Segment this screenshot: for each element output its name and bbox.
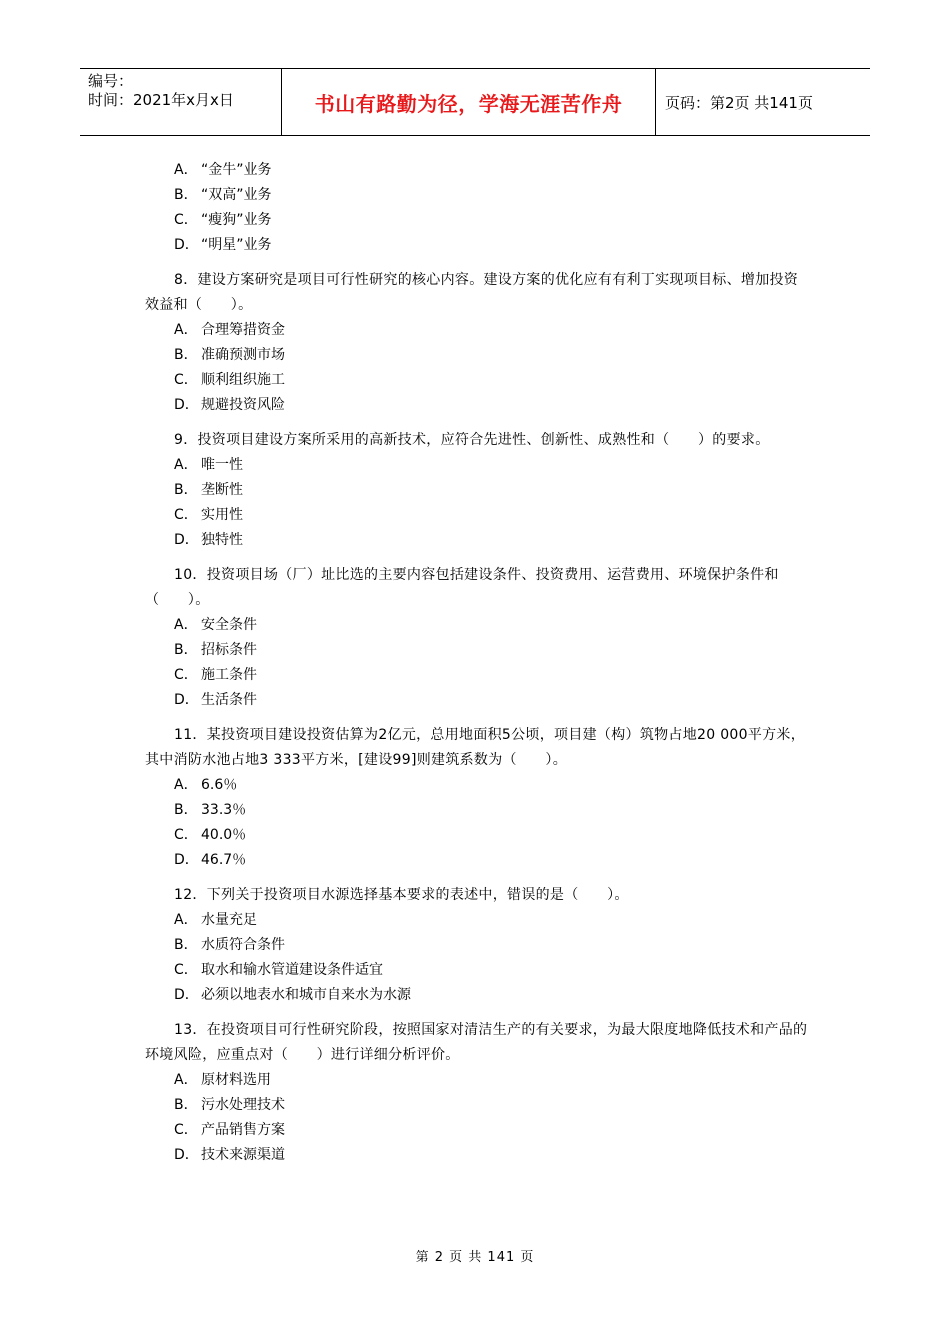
option-a (145, 1068, 810, 1093)
header-motto: 书山有路勤为径，学海无涯苦作舟 (282, 69, 656, 135)
option-letter: B． (174, 937, 198, 953)
question-item (145, 268, 810, 418)
option-letter: D． (174, 852, 199, 868)
option-c (145, 823, 810, 848)
option-letter: B． (174, 187, 198, 203)
question-stem: 13．在投资项目可行性研究阶段，按照国家对清洁生产的有关要求，为最大限度地降低技术和产品的环境风险，应重点对（ ）进行详细分析评价。 (145, 1022, 808, 1063)
option-letter: A． (174, 912, 198, 928)
option-letter: C． (174, 507, 198, 523)
option-b (145, 798, 810, 823)
option-a (145, 318, 810, 343)
option-c (145, 1118, 810, 1143)
option-c (145, 503, 810, 528)
question-item (145, 883, 810, 1008)
option-text: 实用性 (201, 507, 243, 523)
page-footer: 第 2 页 共 141 页 (415, 1250, 535, 1265)
option-d (145, 848, 810, 873)
option-letter: C． (174, 372, 198, 388)
option-letter: B． (174, 347, 198, 363)
option-b (145, 638, 810, 663)
option-c (145, 663, 810, 688)
option-letter: B． (174, 1097, 198, 1113)
option-letter: A． (174, 777, 198, 793)
option-letter: D． (174, 237, 199, 253)
question-item (145, 158, 810, 258)
option-text: “瘦狗”业务 (201, 212, 272, 228)
option-letter: D． (174, 692, 199, 708)
option-d (145, 393, 810, 418)
option-text: 水质符合条件 (201, 937, 285, 953)
option-text: “明星”业务 (201, 237, 272, 253)
question-stem: 11．某投资项目建设投资估算为2亿元，总用地面积5公顷，项目建（构）筑物占地20 000平方米，其中消防水池占地3 333平方米，[建设99]则建筑系数为（ ）。 (145, 727, 806, 768)
page-header (80, 68, 870, 136)
option-text: 水量充足 (201, 912, 257, 928)
option-text: 施工条件 (201, 667, 257, 683)
option-letter: B． (174, 642, 198, 658)
option-letter: A． (174, 457, 198, 473)
option-text: 技术来源渠道 (201, 1147, 285, 1163)
option-a (145, 908, 810, 933)
option-d (145, 983, 810, 1008)
option-text: 独特性 (201, 532, 243, 548)
option-letter: D． (174, 987, 199, 1003)
document-code-label: 编号： (88, 72, 134, 90)
option-text: 33.3％ (201, 802, 247, 818)
option-text: 合理筹措资金 (201, 322, 285, 338)
option-b (145, 933, 810, 958)
option-a (145, 158, 810, 183)
option-letter: A． (174, 1072, 198, 1088)
option-b (145, 1093, 810, 1118)
option-letter: D． (174, 1147, 199, 1163)
document-time-label: 时间：2021年x月x日 (88, 91, 234, 109)
option-letter: A． (174, 322, 198, 338)
option-d (145, 1143, 810, 1168)
option-b (145, 343, 810, 368)
option-letter: B． (174, 482, 198, 498)
question-stem: 12．下列关于投资项目水源选择基本要求的表述中，错误的是（ ）。 (174, 887, 629, 903)
option-text: 顺利组织施工 (201, 372, 285, 388)
question-item (145, 1018, 810, 1168)
option-letter: C． (174, 1122, 198, 1138)
option-b (145, 183, 810, 208)
option-text: 6.6％ (201, 777, 238, 793)
option-text: 垄断性 (201, 482, 243, 498)
option-text: “金牛”业务 (201, 162, 272, 178)
option-b (145, 478, 810, 503)
option-d (145, 528, 810, 553)
option-c (145, 368, 810, 393)
option-letter: A． (174, 617, 198, 633)
option-d (145, 233, 810, 258)
question-item (145, 723, 810, 873)
header-meta (80, 69, 282, 135)
option-letter: C． (174, 212, 198, 228)
option-letter: A． (174, 162, 198, 178)
option-a (145, 773, 810, 798)
option-text: 唯一性 (201, 457, 243, 473)
option-c (145, 958, 810, 983)
option-text: 污水处理技术 (201, 1097, 285, 1113)
question-stem: 8．建设方案研究是项目可行性研究的核心内容。建设方案的优化应有有利丁实现项目标、增加投资效益和（ ）。 (145, 272, 799, 313)
option-text: 必须以地表水和城市自来水为水源 (201, 987, 411, 1003)
option-text: 招标条件 (201, 642, 257, 658)
question-stem: 9．投资项目建设方案所采用的高新技术，应符合先进性、创新性、成熟性和（ ）的要求。 (174, 432, 770, 448)
option-letter: D． (174, 397, 199, 413)
question-item (145, 428, 810, 553)
question-stem: 10．投资项目场（厂）址比选的主要内容包括建设条件、投资费用、运营费用、环境保护条件和（ ）。 (145, 567, 779, 608)
option-text: 40.0％ (201, 827, 247, 843)
option-text: 生活条件 (201, 692, 257, 708)
option-text: 准确预测市场 (201, 347, 285, 363)
option-text: 规避投资风险 (201, 397, 285, 413)
header-page-info: 页码：第2页 共141页 (665, 93, 813, 112)
question-item (145, 563, 810, 713)
option-a (145, 613, 810, 638)
option-letter: D． (174, 532, 199, 548)
option-c (145, 208, 810, 233)
option-letter: C． (174, 827, 198, 843)
option-letter: C． (174, 962, 198, 978)
option-text: “双高”业务 (201, 187, 272, 203)
option-d (145, 688, 810, 713)
option-text: 原材料选用 (201, 1072, 271, 1088)
option-text: 产品销售方案 (201, 1122, 285, 1138)
option-letter: C． (174, 667, 198, 683)
option-text: 安全条件 (201, 617, 257, 633)
question-list (145, 158, 810, 1168)
option-letter: B． (174, 802, 198, 818)
option-a (145, 453, 810, 478)
option-text: 46.7％ (201, 852, 247, 868)
option-text: 取水和输水管道建设条件适宜 (201, 962, 383, 978)
